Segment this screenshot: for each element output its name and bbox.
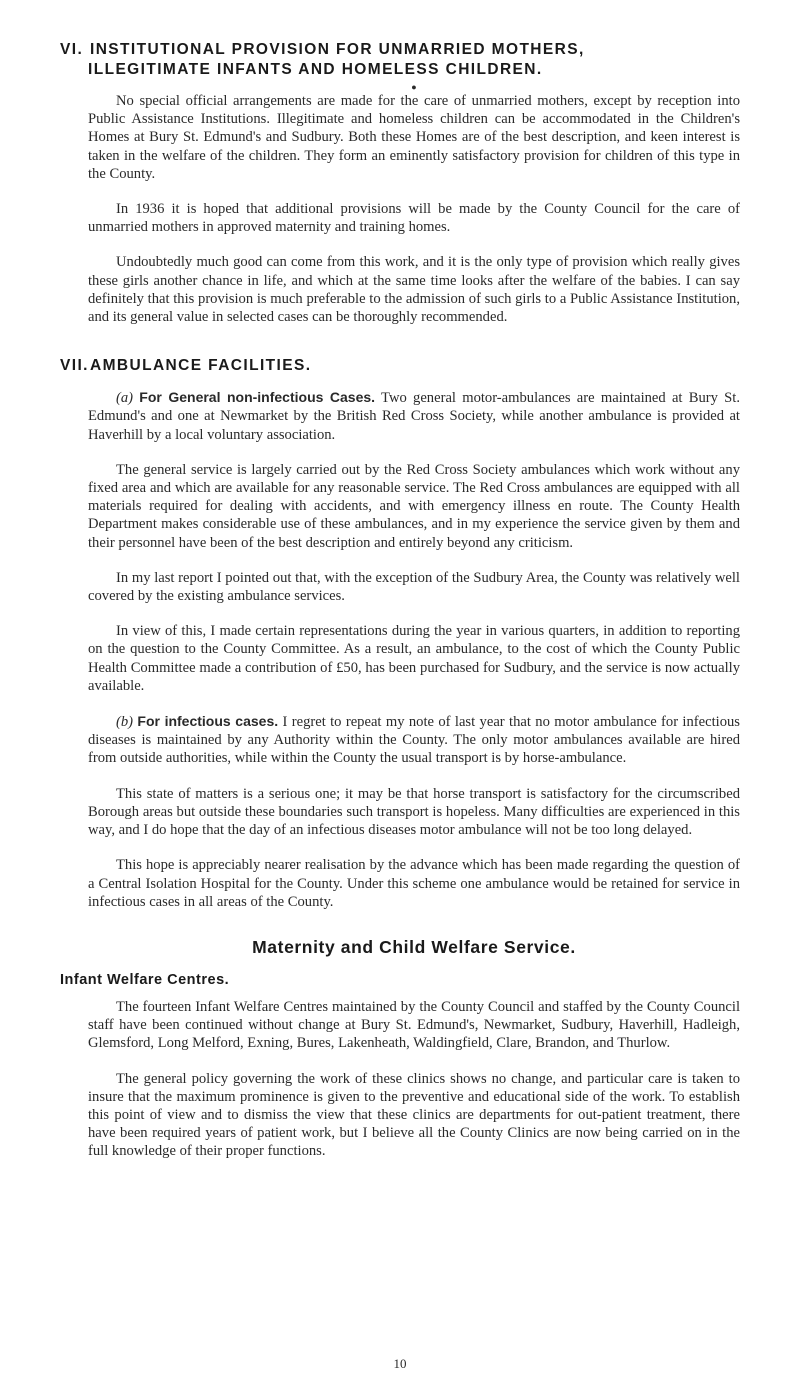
paragraph: This hope is appreciably nearer realisation by the advance which has been made regarding the question of a Central Isolation Hospital for the County. Under this scheme one ambulance would be retained for service in infectious cases in all areas of the County. xyxy=(88,857,740,910)
section-7-heading xyxy=(60,356,740,376)
section-6 xyxy=(60,40,740,326)
maternity-heading: Maternity and Child Welfare Service. xyxy=(252,936,576,957)
section-7 xyxy=(60,356,741,911)
subsection-a-letter: (a) xyxy=(116,390,134,407)
subsection-a-title: For General non-infectious Cases. xyxy=(139,389,376,406)
page-number: 10 xyxy=(393,1356,407,1371)
paragraph: No special official arrangements are made for the care of unmarried mothers, except by reception into Public Assistance Institutions. Illegitimate and homeless children can be accommodated in the Children's Homes at Bury St. Edmund's and Sudbury. Both these Homes are of the best description, and keen interest is taken in the welfare of the children. They form an eminently satisfactory provision for children of this type in the County. xyxy=(88,93,740,182)
subsection-a-paragraph xyxy=(88,388,740,444)
section-7-heading-text: AMBULANCE FACILITIES. xyxy=(90,357,312,375)
paragraph: Undoubtedly much good can come from this work, and it is the only type of provision which really gives these girls another chance in life, and which at the same time looks after the welfare of the babies. I can say definitely that this provision is much preferable to the admission of such girls to a Public Assistance Institution, and its general value in selected cases can be thoroughly recommended. xyxy=(88,254,740,326)
section-7-number: VII. xyxy=(60,357,89,375)
section-6-heading-line1: INSTITUTIONAL PROVISION FOR UNMARRIED MOTHERS, xyxy=(90,41,585,58)
paragraph: In view of this, I made certain representations during the year in various quarters, in addition to reporting on the question to the County Committee. As a result, an ambulance, to the cost of which the County Public Health Committee made a contribution of £50, has been purchased for Sudbury, and the service is now actually available. xyxy=(88,623,740,694)
paragraph: This state of matters is a serious one; it may be that horse transport is satisfactory for the circumscribed Borough areas but outside these boundaries such transport is hopeless. Many difficulties are experienced in this way, and I do hope that the day of an infectious diseases motor ambulance will not be too long delayed. xyxy=(88,785,740,839)
subsection-b-text: I regret to repeat my note of last year that no motor ambulance for infectious diseases is maintained by any Authority within the County. The only motor ambulances available are hired from outside authorities, while within the County the usual transport is by horse-ambulance. xyxy=(88,714,740,767)
paragraph: The general policy governing the work of these clinics shows no change, and particular care is taken to insure that the maximum prominence is given to the preventive and educational side of the work. To establish this point of view and to dismiss the view that these clinics are departments for out-patient treatment, there have been required years of patient work, but I believe all the County Clinics are now being carried on in the full knowledge of their proper functions. xyxy=(88,1070,740,1160)
subsection-a-text: Two general motor-ambulances are maintained at Bury St. Edmund's and one at Newmarket by the British Red Cross Society, while another ambulance is provided at Haverhill by a local voluntary association. xyxy=(88,390,741,443)
infant-welfare-heading: Infant Welfare Centres. xyxy=(60,971,230,988)
paragraph: The fourteen Infant Welfare Centres maintained by the County Council and staffed by the County Council staff have been continued without change at Bury St. Edmund's, Newmarket, Sudbury, Haverhill, Hadleigh, Glemsford, Long Melford, Exning, Bures, Lakenheath, Waldingfield, Clare, Brandon, and Thurlow. xyxy=(88,998,740,1052)
subsection-b-letter: (b) xyxy=(116,714,134,731)
subsection-b-title: For infectious cases. xyxy=(137,713,279,730)
subsection-b-paragraph xyxy=(88,712,740,768)
section-6-number: VI. xyxy=(60,41,84,58)
paragraph: In my last report I pointed out that, with the exception of the Sudbury Area, the County was relatively well covered by the existing ambulance services. xyxy=(88,569,740,605)
section-6-heading xyxy=(60,40,740,80)
ornament-dot: ● xyxy=(411,82,417,92)
section-6-heading-line2: ILLEGITIMATE INFANTS AND HOMELESS CHILDREN. xyxy=(88,61,543,78)
paragraph: In 1936 it is hoped that additional provisions will be made by the County Council for the care of unmarried mothers in approved maternity and training homes. xyxy=(88,201,740,236)
paragraph: The general service is largely carried out by the Red Cross Society ambulances which work without any fixed area and which are available for any reasonable service. The Red Cross ambulances are equipped with all materials required for dealing with accidents, and with emergency illness en route. The County Health Department makes considerable use of these ambulances, and in my experience the service given by them and their personnel have been of the best description and entirely beyond any criticism. xyxy=(88,461,740,551)
maternity-section xyxy=(60,936,740,1161)
